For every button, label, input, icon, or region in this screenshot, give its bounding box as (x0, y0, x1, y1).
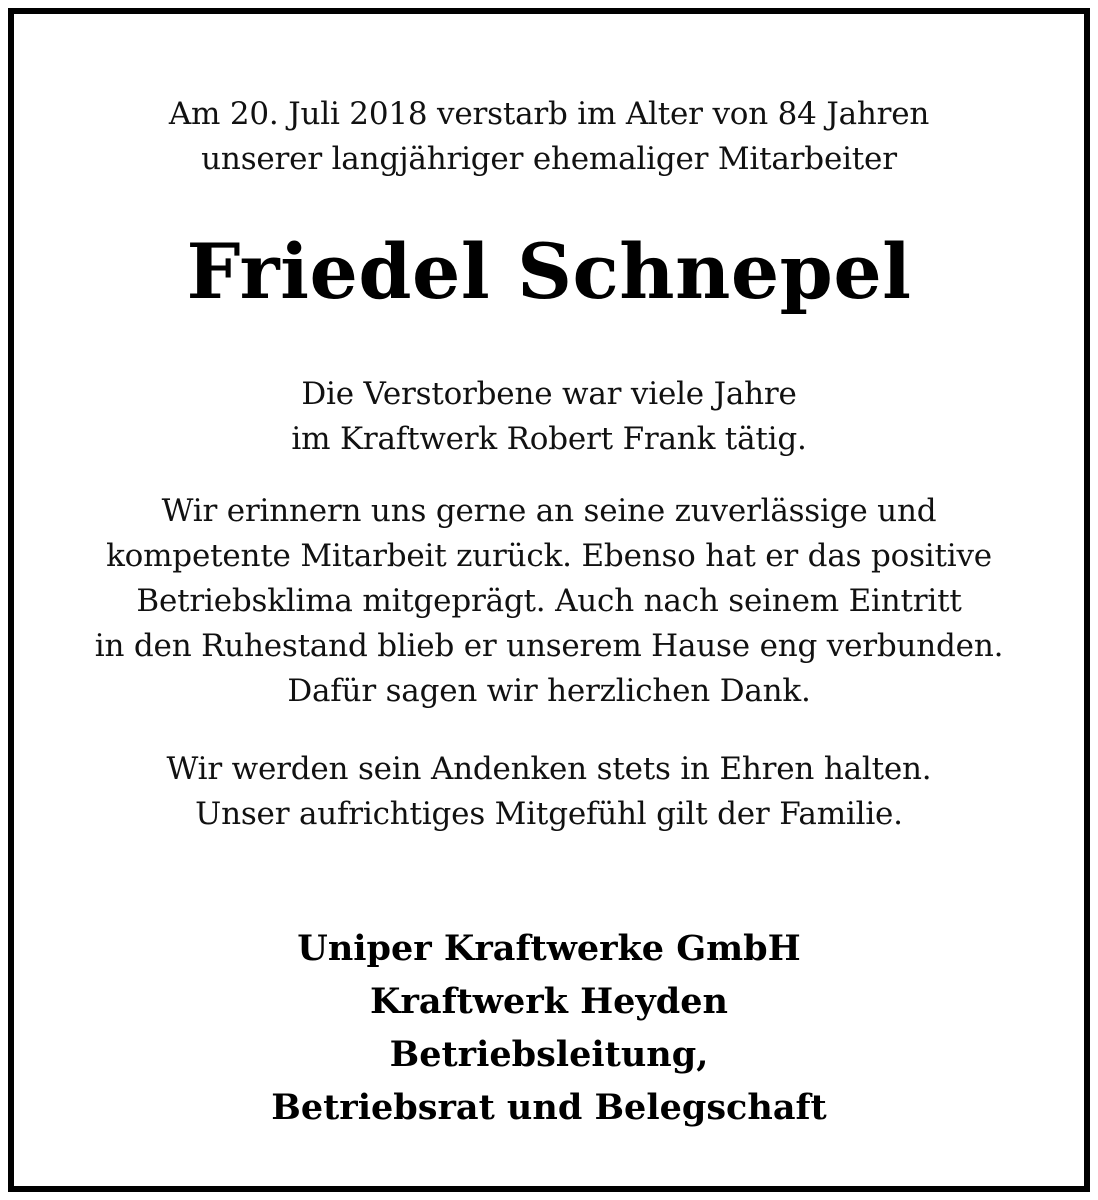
signature-line: Uniper Kraftwerke GmbH (297, 928, 801, 969)
paragraph-line: kompetente Mitarbeit zurück. Ebenso hat er das positive (106, 538, 992, 574)
intro-text (14, 92, 1084, 182)
paragraph-line: Wir erinnern uns gerne an seine zuverlässige und (161, 493, 937, 529)
obituary-frame (8, 8, 1090, 1192)
remembrance-paragraph (14, 489, 1084, 714)
condolence-paragraph (14, 747, 1084, 837)
paragraph-line: Dafür sagen wir herzlichen Dank. (287, 673, 811, 709)
signature-block (14, 922, 1084, 1134)
intro-line: unserer langjähriger ehemaliger Mitarbeiter (201, 141, 897, 177)
intro-line: Am 20. Juli 2018 verstarb im Alter von 84 Jahren (168, 96, 930, 132)
paragraph-line: Wir werden sein Andenken stets in Ehren halten. (166, 751, 932, 787)
signature-line: Kraftwerk Heyden (370, 981, 728, 1022)
signature-line: Betriebsleitung, (389, 1034, 709, 1075)
paragraph-line: im Kraftwerk Robert Frank tätig. (291, 421, 807, 457)
paragraph-line: Betriebsklima mitgeprägt. Auch nach seinem Eintritt (136, 583, 962, 619)
deceased-name: Friedel Schnepel (186, 227, 912, 316)
paragraph-line: in den Ruhestand blieb er unserem Hause eng verbunden. (94, 628, 1004, 664)
employment-paragraph (14, 372, 1084, 462)
paragraph-line: Unser aufrichtiges Mitgefühl gilt der Familie. (195, 796, 903, 832)
signature-line: Betriebsrat und Belegschaft (271, 1087, 827, 1128)
paragraph-line: Die Verstorbene war viele Jahre (301, 376, 797, 412)
